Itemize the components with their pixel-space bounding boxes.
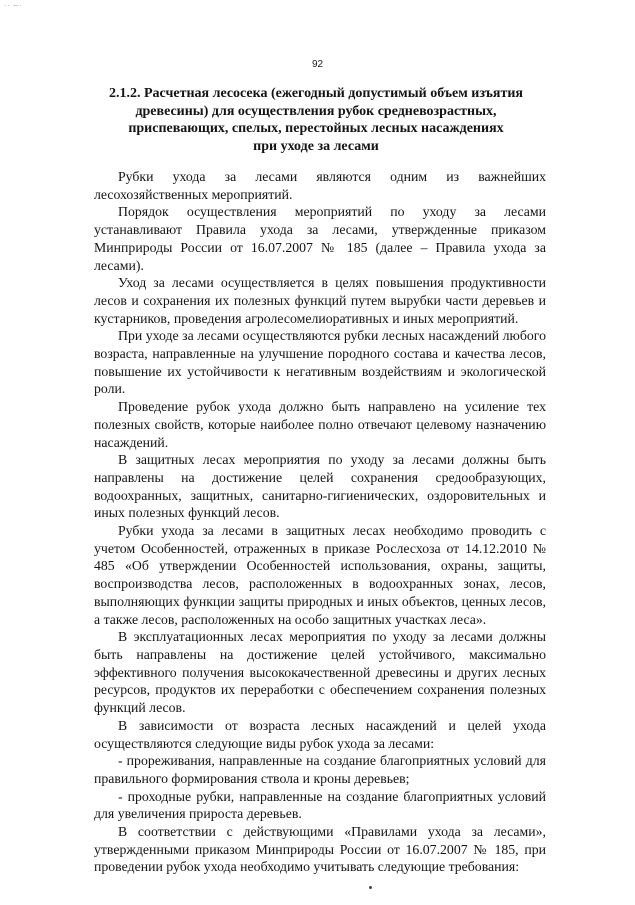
paragraph: Порядок осуществления мероприятий по уходу за лесами устанавливают Правила ухода за лесами, утвержденные приказом Минприроды России от 16.07.2007 № 185 (далее – Правила ухода за лесами). — [94, 204, 546, 273]
scan-corner-mark: ·· ─· — [4, 2, 23, 10]
paragraph: Рубки ухода за лесами являются одним из важнейших лесохозяйственных мероприятий. — [94, 169, 546, 202]
paragraph: Рубки ухода за лесами в защитных лесах необходимо проводить с учетом Особенностей, отраженных в приказе Рослесхоза от 14.12.2010 № 485 «Об утверждении Особенностей использования, охраны, защиты, воспроизводства лесов, расположенных в водоохранных зонах, лесов, выполняющих функции защиты природных и иных объектов, ценных лесов, а также лесов, расположенных на особо защитных участках леса». — [94, 523, 546, 627]
paragraph: При уходе за лесами осуществляются рубки лесных насаждений любого возраста, направленные на улучшение породного состава и качества лесов, повышение их устойчивости к негативным воздействиям и экологической роли. — [94, 328, 546, 397]
scan-dot-mark — [369, 886, 372, 889]
body-text — [94, 168, 546, 876]
heading-line: 2.1.2. Расчетная лесосека (ежегодный допустимый объем изъятия — [108, 86, 523, 101]
paragraph: Проведение рубок ухода должно быть направлено на усиление тех полезных свойств, которые наиболее полно отвечают целевому назначению насаждений. — [94, 399, 546, 450]
list-item: - прореживания, направленные на создание благоприятных условий для правильного формирования ствола и кроны деревьев; — [94, 753, 546, 786]
paragraph: В соответствии с действующими «Правилами ухода за лесами», утвержденными приказом Минприроды России от 16.07.2007 № 185, при проведении рубок ухода необходимо учитывать следующие требования: — [94, 824, 546, 875]
paragraph: В зависимости от возраста лесных насаждений и целей ухода осуществляются следующие виды рубок ухода за лесами: — [94, 717, 546, 751]
heading-line: при уходе за лесами — [253, 138, 379, 154]
paragraph: Уход за лесами осуществляется в целях повышения продуктивности лесов и сохранения их полезных функций путем вырубки части деревьев и кустарников, проведения агролесомелиоративных и иных мероприятий. — [94, 275, 546, 326]
heading-line: приспевающих, спелых, перестойных лесных насаждениях — [128, 121, 504, 136]
section-heading — [90, 85, 542, 155]
page-number: 92 — [311, 59, 324, 70]
paragraph: В эксплуатационных лесах мероприятия по уходу за лесами должны быть направлены на достижение целей устойчивого, максимально эффективного получения высококачественной древесины и других лесных ресурсов, продуктов их переработки с обеспечением сохранения полезных функций лесов. — [94, 629, 546, 716]
list-item: - проходные рубки, направленные на создание благоприятных условий для увеличения прироста деревьев. — [94, 788, 546, 822]
paragraph: В защитных лесах мероприятия по уходу за лесами должны быть направлены на достижение целей сохранения средообразующих, водоохранных, защитных, санитарно-гигиенических, оздоровительных и иных полезных функций лесов. — [94, 452, 546, 521]
heading-line: древесины) для осуществления рубок средневозрастных, — [135, 103, 497, 119]
